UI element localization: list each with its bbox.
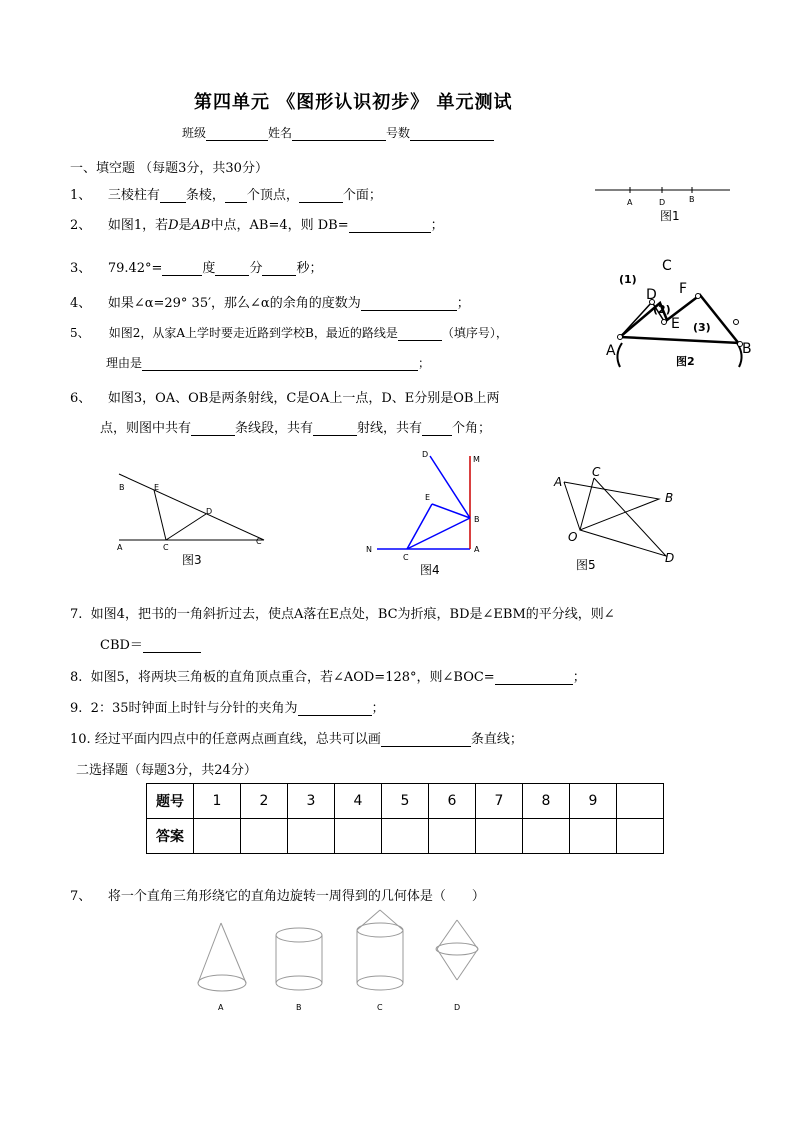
figure-4 [362, 448, 492, 578]
fig2-route-3 [620, 337, 740, 343]
fig4-segment-eb [432, 504, 470, 518]
question-6-line2: 点，则图中共有 条线段，共有 射线，共有 个角； [100, 421, 492, 436]
answer-table-number: 4 [335, 784, 382, 819]
question-6: 6、 如图3，OA、OB是两条射线，C是OA上一点，D、E分别是OB上两 [70, 391, 500, 406]
answer-cell[interactable] [523, 819, 570, 854]
fig3-segment-ec [154, 490, 166, 540]
number-field[interactable] [410, 140, 494, 141]
fig5-triangle-aob [564, 482, 659, 530]
answer-table-header-row [147, 784, 664, 819]
q9-blank[interactable] [298, 715, 372, 716]
fig3-label-a: A [117, 543, 123, 552]
answer-table-answer-row [147, 819, 664, 854]
question-3: 3、 79.42°= 度 分 秒； [70, 261, 323, 276]
fig2-label-d: D [646, 287, 657, 303]
q1-blank-edges[interactable] [160, 202, 186, 203]
figure-2 [600, 255, 790, 370]
class-field[interactable] [206, 140, 268, 141]
answer-table-number [617, 784, 664, 819]
class-label: 班级 [182, 126, 207, 140]
fig5-label-a: A [554, 475, 563, 489]
answer-table-number: 9 [570, 784, 617, 819]
answer-cell[interactable] [382, 819, 429, 854]
fig2-point-e [662, 320, 667, 325]
answer-table-number: 8 [523, 784, 570, 819]
fig1-label-d: D [659, 198, 666, 207]
answer-cell[interactable] [476, 819, 523, 854]
fig1-label-a: A [627, 198, 633, 207]
section-multiple-choice-heading: 二选择题（每题3分，共24分） [76, 763, 257, 778]
q8-blank[interactable] [495, 684, 573, 685]
name-label: 姓名 [268, 126, 293, 140]
student-info-line [182, 124, 494, 141]
name-field[interactable] [292, 140, 386, 141]
question-8: 8. 如图5，将两块三角板的直角顶点重合，若∠AOD=128°，则∠BOC= ； [70, 670, 586, 685]
fig4-label-b: B [474, 515, 480, 524]
solid-label-c: C [377, 1003, 383, 1012]
fig3-label-d: D [206, 507, 213, 516]
q1-blank-vertices[interactable] [225, 202, 247, 203]
fig2-label-c: C [662, 258, 672, 274]
fig4-label-d: D [422, 450, 429, 459]
fig5-label-b: B [665, 491, 674, 505]
q5-blank-route[interactable] [398, 340, 442, 341]
question-2: 2、 如图1，若D是AB中点，AB=4，则 DB= ； [70, 218, 444, 233]
fig1-caption: 图1 [660, 209, 680, 223]
question-7: 7. 如图4，把书的一角斜折过去，使点A落在E点处，BC为折痕，BD是∠EBM的平分线，则∠ [70, 607, 615, 622]
q10-blank[interactable] [381, 746, 471, 747]
solids-figure [190, 908, 500, 1018]
question-5: 5、 如图2，从家A上学时要走近路到学校B，最近的路线是 （填序号）， [70, 326, 508, 340]
fig3-segment-cd [166, 514, 206, 540]
figure-3 [114, 472, 274, 572]
fig3-ray-ob [119, 474, 264, 540]
fig4-label-m: M [473, 455, 480, 464]
section-fill-in-heading: 一、填空题 （每题3分，共30分） [70, 161, 268, 176]
fig2-point-extra [734, 320, 739, 325]
solid-label-a: A [218, 1003, 224, 1012]
fig3-label-e: E [154, 483, 160, 492]
fig5-caption: 图5 [576, 558, 596, 572]
fig2-home-arc [617, 343, 622, 367]
fig1-label-b: B [689, 195, 695, 204]
solid-b-cylinder[interactable] [276, 928, 322, 990]
fig2-point-f [696, 294, 701, 299]
answer-table-row2-label: 答案 [147, 819, 194, 854]
q4-blank[interactable] [361, 310, 457, 311]
figure-5 [548, 462, 688, 577]
answer-table-number: 3 [288, 784, 335, 819]
fig3-caption: 图3 [182, 553, 202, 567]
q2-blank[interactable] [349, 232, 431, 233]
fig4-label-n: N [366, 545, 372, 554]
solid-d-double-cone[interactable] [436, 920, 478, 980]
question-4: 4、 如果∠α=29° 35′，那么∠α的余角的度数为 ； [70, 296, 470, 311]
answer-cell[interactable] [288, 819, 335, 854]
fig4-label-c: C [403, 553, 409, 562]
q5-blank-reason[interactable] [142, 370, 418, 371]
answer-table [146, 783, 664, 854]
question-1: 1、 三棱柱有 条棱， 个顶点， 个面； [70, 188, 382, 203]
fig4-bisector-bd [430, 456, 470, 518]
q6-blank-angles[interactable] [422, 435, 452, 436]
answer-cell[interactable] [335, 819, 382, 854]
answer-table-number: 2 [241, 784, 288, 819]
fig3-label-c-mid: C [163, 543, 169, 552]
answer-cell[interactable] [194, 819, 241, 854]
q3-blank-deg[interactable] [162, 275, 202, 276]
q1-blank-faces[interactable] [299, 202, 343, 203]
answer-table-number: 1 [194, 784, 241, 819]
solid-label-b: B [296, 1003, 302, 1012]
number-label: 号数 [386, 126, 411, 140]
q6-blank-segments[interactable] [191, 435, 235, 436]
fig5-label-d: D [665, 551, 675, 565]
answer-table-number: 6 [429, 784, 476, 819]
mc-question-7: 7、 将一个直角三角形绕它的直角边旋转一周得到的几何体是（ ） [70, 889, 485, 904]
fig2-label-1: (1) [619, 273, 637, 286]
q3-blank-min[interactable] [215, 275, 249, 276]
answer-table-number: 7 [476, 784, 523, 819]
answer-table-row1-label: 题号 [147, 784, 194, 819]
question-5-reason: 理由是 ； [106, 356, 431, 370]
fig2-label-f: F [679, 281, 688, 297]
answer-table-number: 5 [382, 784, 429, 819]
fig5-label-c: C [592, 465, 601, 479]
solid-label-d: D [454, 1003, 461, 1012]
question-7-line2: CBD＝ [100, 634, 201, 653]
answer-cell[interactable] [570, 819, 617, 854]
fig2-label-b: B [742, 341, 752, 357]
fig2-label-a: A [606, 343, 616, 359]
fig3-label-c-end: C [256, 537, 262, 546]
answer-cell[interactable] [429, 819, 476, 854]
fig4-label-a: A [474, 545, 480, 554]
fig2-caption: 图2 [676, 355, 695, 368]
q3-blank-sec[interactable] [262, 275, 296, 276]
figure-1 [590, 180, 740, 230]
fig5-label-o: O [568, 530, 578, 544]
fig4-caption: 图4 [420, 563, 440, 577]
fig3-label-b: B [119, 483, 125, 492]
question-10: 10. 经过平面内四点中的任意两点画直线，总共可以画 条直线； [70, 732, 523, 747]
q6-blank-rays[interactable] [313, 435, 357, 436]
answer-cell[interactable] [241, 819, 288, 854]
fig2-label-3: (3) [693, 321, 711, 334]
fig2-label-2: (2) [653, 303, 671, 316]
fig4-label-e: E [425, 493, 431, 502]
question-9: 9. 2：35时钟面上时针与分针的夹角为 ； [70, 701, 385, 716]
solid-c-cone-cylinder[interactable] [357, 910, 403, 990]
answer-cell[interactable] [617, 819, 664, 854]
solid-a-cone[interactable] [198, 923, 246, 991]
fig5-triangle-cod [580, 478, 666, 556]
page-title: 第四单元 《图形认识初步》 单元测试 [194, 92, 513, 113]
fig2-point-a [618, 335, 623, 340]
fig2-label-e: E [671, 316, 680, 332]
q7-blank[interactable] [143, 652, 201, 653]
